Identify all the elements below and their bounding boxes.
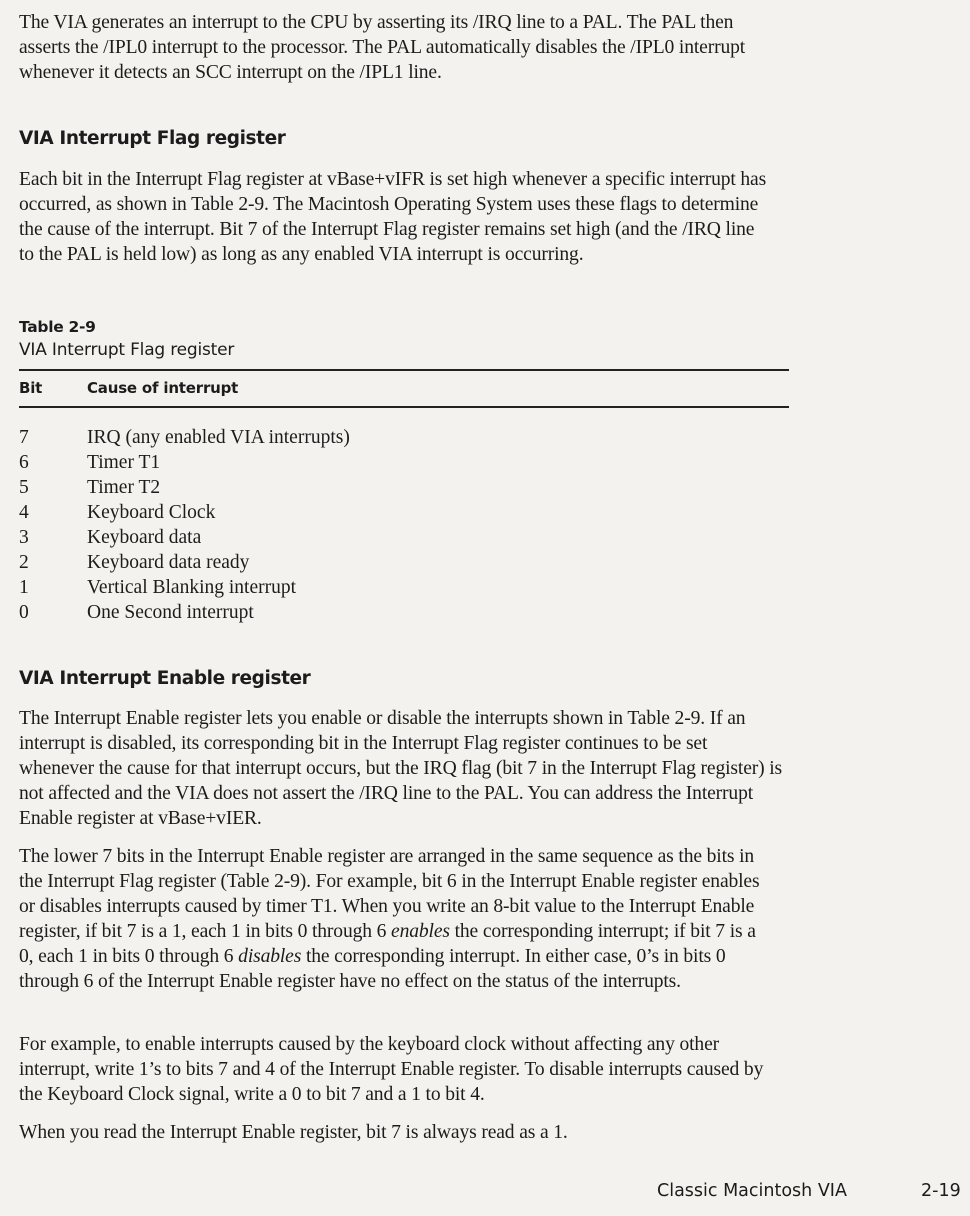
bit-cell: 4 bbox=[19, 501, 29, 523]
p2-text-a: The lower 7 bits in the Interrupt Enable register are arranged in the same sequence as the bits in the Interrupt Flag register (Table 2-9). For example, bit 6 in the Interrupt Enable register enables or disables interrupts caused by timer T1. When you write an 8-bit value to the Interrupt Enable register, if bit 7 is a 1, each 1 in bits 0 through 6 bbox=[19, 846, 760, 942]
section-heading-flag-register: VIA Interrupt Flag register bbox=[19, 128, 286, 149]
cause-cell: Keyboard Clock bbox=[87, 501, 216, 523]
emphasis-disables: disables bbox=[238, 946, 302, 967]
table-header-bit: Bit bbox=[19, 379, 43, 397]
table-row bbox=[19, 475, 350, 500]
p2-text-b: the corresponding interrupt; if bit 7 is a 0, each 1 in bits 0 through 6 bbox=[19, 921, 756, 967]
p2-text-c: the corresponding interrupt. In either case, 0’s in bits 0 through 6 of the Interrupt Enable register have no effect on the status of the interrupts. bbox=[19, 946, 726, 992]
bit-cell: 6 bbox=[19, 451, 29, 473]
flag-register-paragraph: Each bit in the Interrupt Flag register at vBase+vIFR is set high whenever a specific interrupt has occurred, as shown in Table 2-9. The Macintosh Operating System uses these flags to determine the cause of the interrupt. Bit 7 of the Interrupt Flag register remains set high (and the /IRQ line to the PAL is held low) as long as any enabled VIA interrupt is occurring. bbox=[19, 169, 767, 265]
section-heading-enable-register: VIA Interrupt Enable register bbox=[19, 668, 311, 689]
table-row bbox=[19, 576, 350, 601]
bit-cell: 0 bbox=[19, 602, 29, 624]
table-header-cause: Cause of interrupt bbox=[87, 379, 239, 397]
table-header-rule bbox=[19, 406, 789, 408]
footer-chapter-title: Classic Macintosh VIA bbox=[657, 1181, 847, 1201]
table-row bbox=[19, 601, 350, 626]
enable-register-paragraph-4: When you read the Interrupt Enable register, bit 7 is always read as a 1. bbox=[19, 1122, 568, 1143]
cause-cell: Keyboard data bbox=[87, 526, 202, 548]
cause-cell: IRQ (any enabled VIA interrupts) bbox=[87, 426, 350, 448]
bit-cell: 7 bbox=[19, 426, 29, 448]
cause-cell: Timer T1 bbox=[87, 451, 161, 473]
table-row bbox=[19, 450, 350, 475]
cause-cell: Timer T2 bbox=[87, 476, 161, 498]
enable-register-paragraph-1: The Interrupt Enable register lets you enable or disable the interrupts shown in Table 2-9. If an interrupt is disabled, its corresponding bit in the Interrupt Flag register continues to be set whenever the cause for that interrupt occurs, but the IRQ flag (bit 7 in the Interrupt Flag register) is not affected and the VIA does not assert the /IRQ line to the PAL. You can address the Interrupt Enable register at vBase+vIER. bbox=[19, 708, 783, 829]
table-body bbox=[19, 425, 350, 626]
intro-paragraph: The VIA generates an interrupt to the CPU by asserting its /IRQ line to a PAL. The PAL then asserts the /IPL0 interrupt to the processor. The PAL automatically disables the /IPL0 interrupt whenever it detects an SCC interrupt on the /IPL1 line. bbox=[19, 12, 746, 83]
table-caption: VIA Interrupt Flag register bbox=[19, 340, 235, 360]
bit-cell: 1 bbox=[19, 577, 29, 599]
footer-page-number: 2-19 bbox=[921, 1181, 961, 1201]
table-label: Table 2-9 bbox=[19, 318, 96, 336]
table-row bbox=[19, 500, 350, 525]
cause-cell: One Second interrupt bbox=[87, 602, 254, 624]
bit-cell: 2 bbox=[19, 552, 29, 574]
table-row bbox=[19, 425, 350, 450]
bit-cell: 5 bbox=[19, 476, 29, 498]
table-top-rule bbox=[19, 369, 789, 371]
cause-cell: Keyboard data ready bbox=[87, 552, 250, 574]
table-row bbox=[19, 525, 350, 550]
table-row bbox=[19, 550, 350, 575]
enable-register-paragraph-3: For example, to enable interrupts caused by the keyboard clock without affecting any other interrupt, write 1’s to bits 7 and 4 of the Interrupt Enable register. To disable interrupts caused by the Keyboard Clock signal, write a 0 to bit 7 and a 1 to bit 4. bbox=[19, 1034, 764, 1105]
cause-cell: Vertical Blanking interrupt bbox=[87, 577, 297, 599]
enable-register-paragraph-2 bbox=[19, 844, 764, 994]
emphasis-enables: enables bbox=[391, 921, 450, 942]
bit-cell: 3 bbox=[19, 526, 29, 548]
